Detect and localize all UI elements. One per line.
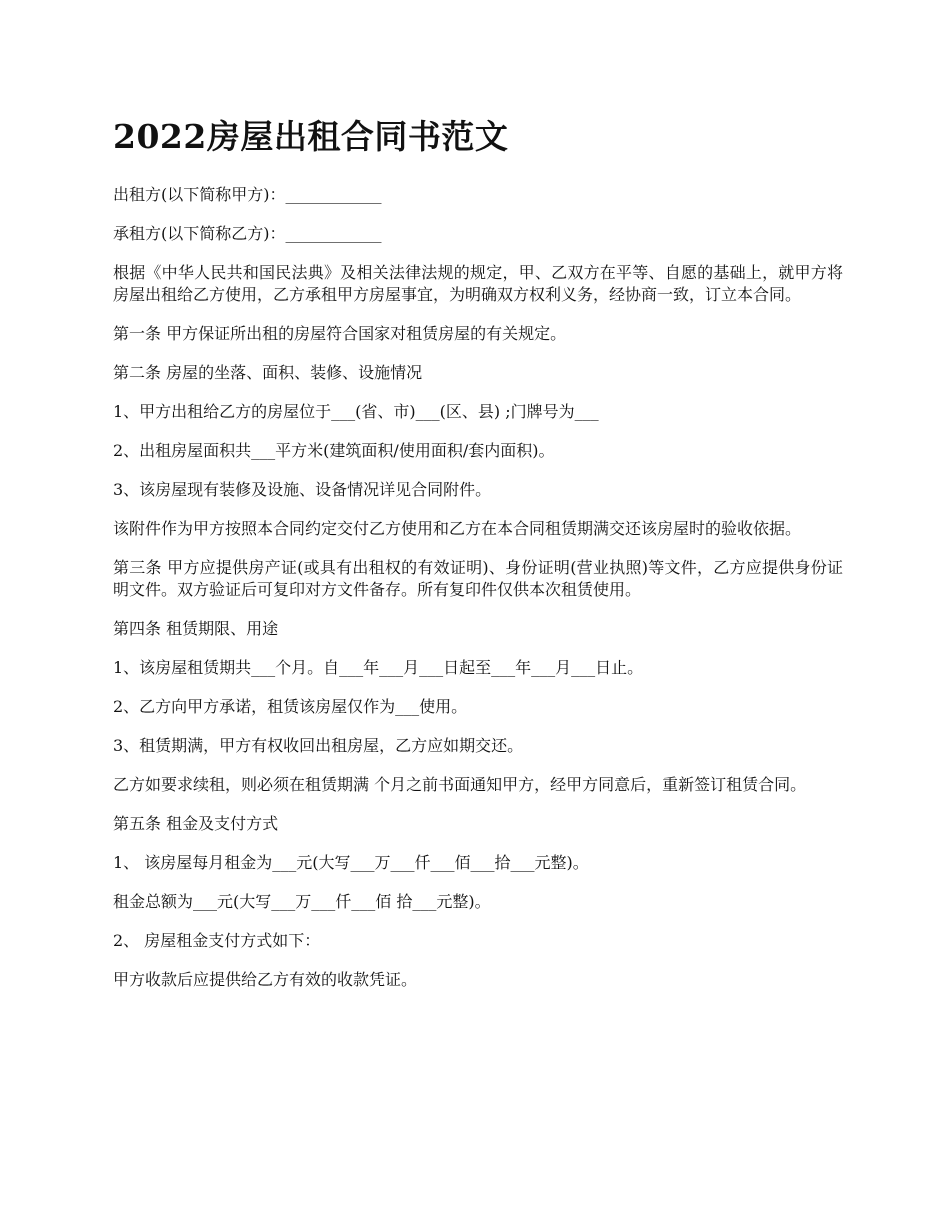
article-3: 第三条 甲方应提供房产证(或具有出租权的有效证明)、身份证明(营业执照)等文件，乙方应提供身份证明文件。双方验证后可复印对方文件备存。所有复印件仅供本次租赁使用。 — [113, 558, 843, 599]
article-4-item-1: 1、该房屋租赁期共___个月。自___年___月___日起至___年___月___日止。 — [113, 658, 644, 677]
article-5-heading: 第五条 租金及支付方式 — [113, 814, 279, 833]
article-5-total-rent: 租金总额为___元(大写___万___仟___佰 拾___元整)。 — [113, 892, 491, 911]
document-title: 2022房屋出租合同书范文 — [113, 117, 509, 156]
article-2-item-3: 3、该房屋现有装修及设施、设备情况详见合同附件。 — [113, 480, 492, 499]
article-4-renewal: 乙方如要求续租，则必须在租赁期满 个月之前书面通知甲方，经甲方同意后，重新签订租赁合同。 — [113, 775, 807, 794]
article-2-note: 该附件作为甲方按照本合同约定交付乙方使用和乙方在本合同租赁期满交还该房屋时的验收依据。 — [113, 519, 802, 538]
article-4-item-3: 3、租赁期满，甲方有权收回出租房屋，乙方应如期交还。 — [113, 736, 524, 755]
preamble-paragraph: 根据《中华人民共和国民法典》及相关法律法规的规定，甲、乙双方在平等、自愿的基础上，就甲方将房屋出租给乙方使用，乙方承租甲方房屋事宜，为明确双方权利义务，经协商一致，订立本合同。 — [113, 263, 843, 304]
article-2-heading: 第二条 房屋的坐落、面积、装修、设施情况 — [113, 363, 423, 382]
party-a-line: 出租方(以下简称甲方)：____________ — [113, 185, 382, 204]
article-5-item-2: 2、 房屋租金支付方式如下： — [113, 931, 321, 950]
article-2-item-2: 2、出租房屋面积共___平方米(建筑面积/使用面积/套内面积)。 — [113, 441, 555, 460]
article-1: 第一条 甲方保证所出租的房屋符合国家对租赁房屋的有关规定。 — [113, 324, 567, 343]
document-page — [113, 112, 843, 1008]
article-5-receipt: 甲方收款后应提供给乙方有效的收款凭证。 — [113, 970, 418, 989]
party-b-line: 承租方(以下简称乙方)：____________ — [113, 224, 382, 243]
article-5-item-1: 1、 该房屋每月租金为___元(大写___万___仟___佰___拾___元整)。 — [113, 853, 589, 872]
article-2-item-1: 1、甲方出租给乙方的房屋位于___(省、市)___(区、县) ;门牌号为___ — [113, 402, 599, 421]
article-4-item-2: 2、乙方向甲方承诺，租赁该房屋仅作为___使用。 — [113, 697, 468, 716]
article-4-heading: 第四条 租赁期限、用途 — [113, 619, 279, 638]
